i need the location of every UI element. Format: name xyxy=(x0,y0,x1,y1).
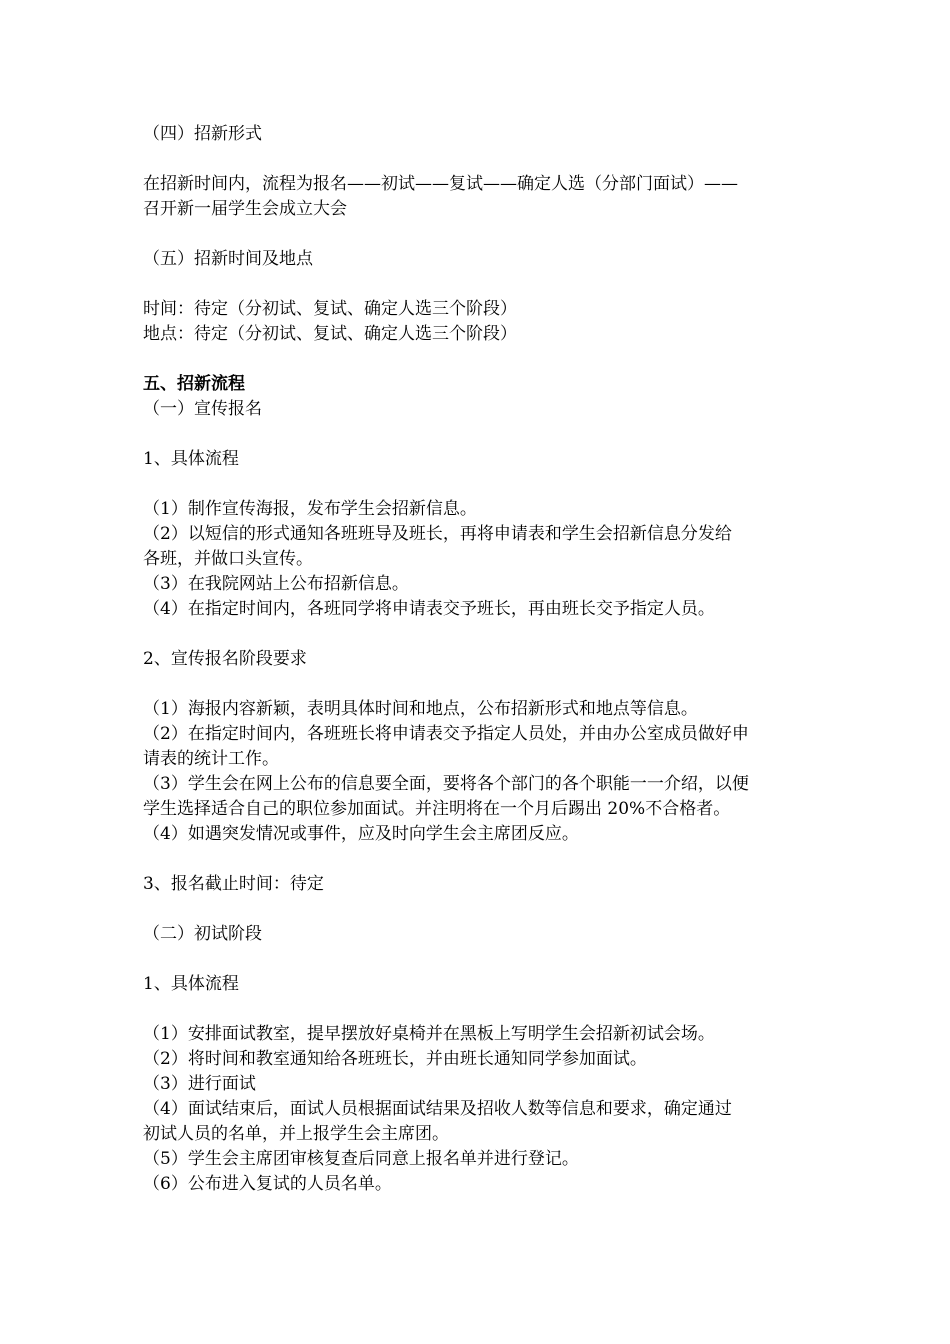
part-1-flow-line: （4）在指定时间内，各班同学将申请表交予班长，再由班长交予指定人员。 xyxy=(143,599,715,619)
part-1-flow-line: （2）以短信的形式通知各班班导及班长，再将申请表和学生会招新信息分发给 xyxy=(143,524,732,544)
document-page xyxy=(143,122,813,1197)
part-2-flow-line: （1）安排面试教室，提早摆放好桌椅并在黑板上写明学生会招新初试会场。 xyxy=(143,1024,715,1044)
part-1-requirement-line: 请表的统计工作。 xyxy=(143,749,279,769)
section-4-body-line-2: 召开新一届学生会成立大会 xyxy=(143,199,347,219)
part-1-requirement-line: 学生选择适合自己的职位参加面试。并注明将在一个月后踢出 20%不合格者。 xyxy=(143,799,731,819)
part-2-flow-title: 1、具体流程 xyxy=(143,974,239,994)
part-2-flow-line: （6）公布进入复试的人员名单。 xyxy=(143,1174,392,1194)
part-2-flow-line: （4）面试结束后，面试人员根据面试结果及招收人数等信息和要求，确定通过 xyxy=(143,1099,732,1119)
part-1-title: （一）宣传报名 xyxy=(143,399,262,419)
section-4-title: （四）招新形式 xyxy=(143,124,262,144)
part-2-flow-line: （3）进行面试 xyxy=(143,1074,256,1094)
section-5-time: 时间：待定（分初试、复试、确定人选三个阶段） xyxy=(143,299,517,319)
part-1-flow-line: （3）在我院网站上公布招新信息。 xyxy=(143,574,409,594)
chapter-5-heading: 五、招新流程 xyxy=(143,374,245,394)
part-1-requirements-title: 2、宣传报名阶段要求 xyxy=(143,649,307,669)
part-1-flow-line: （1）制作宣传海报，发布学生会招新信息。 xyxy=(143,499,477,519)
part-1-requirement-line: （1）海报内容新颖，表明具体时间和地点，公布招新形式和地点等信息。 xyxy=(143,699,698,719)
part-2-flow-line: （2）将时间和教室通知给各班班长，并由班长通知同学参加面试。 xyxy=(143,1049,647,1069)
part-2-title: （二）初试阶段 xyxy=(143,924,262,944)
section-4-body-line-1: 在招新时间内，流程为报名——初试——复试——确定人选（分部门面试）—— xyxy=(143,174,738,194)
part-2-flow-line: 初试人员的名单，并上报学生会主席团。 xyxy=(143,1124,449,1144)
section-5-place: 地点：待定（分初试、复试、确定人选三个阶段） xyxy=(143,324,517,344)
part-1-requirement-line: （2）在指定时间内，各班班长将申请表交予指定人员处，并由办公室成员做好申 xyxy=(143,724,749,744)
part-1-flow-title: 1、具体流程 xyxy=(143,449,239,469)
section-5-title: （五）招新时间及地点 xyxy=(143,249,313,269)
part-1-requirement-line: （4）如遇突发情况或事件，应及时向学生会主席团反应。 xyxy=(143,824,579,844)
part-1-flow-line: 各班，并做口头宣传。 xyxy=(143,549,313,569)
part-1-deadline: 3、报名截止时间：待定 xyxy=(143,874,324,894)
part-2-flow-line: （5）学生会主席团审核复查后同意上报名单并进行登记。 xyxy=(143,1149,579,1169)
part-1-requirement-line: （3）学生会在网上公布的信息要全面，要将各个部门的各个职能一一介绍，以便 xyxy=(143,774,749,794)
